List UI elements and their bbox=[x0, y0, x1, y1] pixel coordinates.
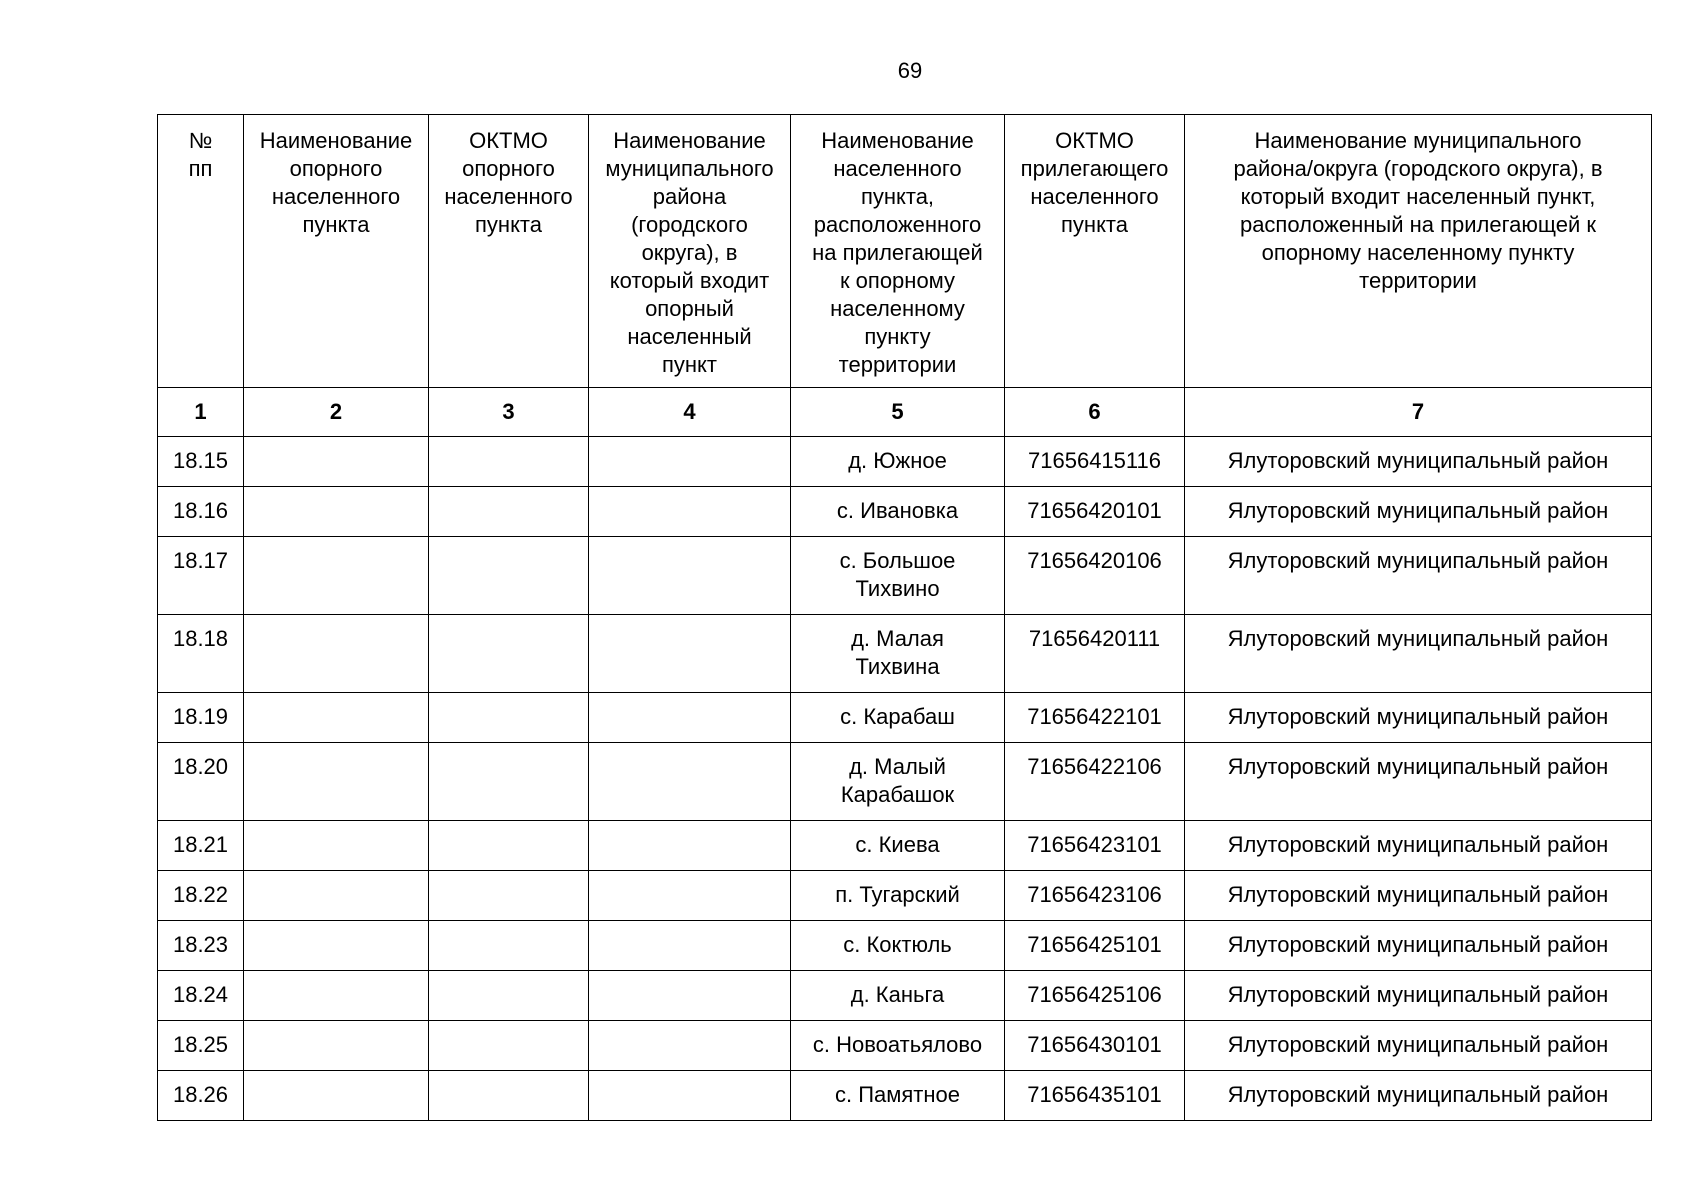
table-row bbox=[158, 1021, 1652, 1071]
adjacent-settlement-cell: д. Каньга bbox=[791, 971, 1005, 1021]
row-number-cell: 18.22 bbox=[158, 871, 244, 921]
base-settlement-name-cell bbox=[244, 1071, 429, 1121]
adjacent-municipality-cell: Ялуторовский муниципальный район bbox=[1185, 487, 1652, 537]
adjacent-municipality-cell: Ялуторовский муниципальный район bbox=[1185, 615, 1652, 693]
table-header-row bbox=[158, 115, 1652, 388]
base-municipality-cell bbox=[589, 971, 791, 1021]
adjacent-oktmo-cell: 71656420101 bbox=[1005, 487, 1185, 537]
adjacent-settlement-cell: с. Новоатьялово bbox=[791, 1021, 1005, 1071]
base-municipality-cell bbox=[589, 743, 791, 821]
base-municipality-cell bbox=[589, 437, 791, 487]
base-settlement-oktmo-cell bbox=[429, 1021, 589, 1071]
base-settlement-oktmo-cell bbox=[429, 743, 589, 821]
base-settlement-name-cell bbox=[244, 821, 429, 871]
row-number-cell: 18.16 bbox=[158, 487, 244, 537]
adjacent-settlement-cell: д. Малый Карабашок bbox=[791, 743, 1005, 821]
adjacent-municipality-cell: Ялуторовский муниципальный район bbox=[1185, 693, 1652, 743]
base-settlement-oktmo-cell bbox=[429, 615, 589, 693]
table-row bbox=[158, 921, 1652, 971]
column-number: 3 bbox=[429, 388, 589, 437]
base-settlement-oktmo-cell bbox=[429, 437, 589, 487]
adjacent-oktmo-cell: 71656422106 bbox=[1005, 743, 1185, 821]
base-settlement-oktmo-cell bbox=[429, 921, 589, 971]
base-settlement-oktmo-cell bbox=[429, 871, 589, 921]
base-settlement-name-cell bbox=[244, 537, 429, 615]
row-number-cell: 18.23 bbox=[158, 921, 244, 971]
base-settlement-oktmo-cell bbox=[429, 693, 589, 743]
base-settlement-name-cell bbox=[244, 971, 429, 1021]
header-cell-number: № пп bbox=[158, 115, 244, 388]
header-cell-adjacent-municipality: Наименование муниципального района/округа (городского округа), в который входит населенный пункт, расположенный на прилегающей к опорному населенному пункту территории bbox=[1185, 115, 1652, 388]
row-number-cell: 18.25 bbox=[158, 1021, 244, 1071]
base-municipality-cell bbox=[589, 821, 791, 871]
table-row bbox=[158, 871, 1652, 921]
table-row bbox=[158, 821, 1652, 871]
page-number: 69 bbox=[897, 58, 923, 83]
row-number-cell: 18.15 bbox=[158, 437, 244, 487]
table-body bbox=[158, 437, 1652, 1121]
adjacent-settlement-cell: д. Малая Тихвина bbox=[791, 615, 1005, 693]
table-row bbox=[158, 693, 1652, 743]
table-row bbox=[158, 743, 1652, 821]
table-row bbox=[158, 487, 1652, 537]
base-settlement-name-cell bbox=[244, 1021, 429, 1071]
adjacent-oktmo-cell: 71656423106 bbox=[1005, 871, 1185, 921]
table-row bbox=[158, 537, 1652, 615]
header-cell-adjacent-settlement-oktmo: ОКТМО прилегающего населенного пункта bbox=[1005, 115, 1185, 388]
adjacent-municipality-cell: Ялуторовский муниципальный район bbox=[1185, 537, 1652, 615]
adjacent-municipality-cell: Ялуторовский муниципальный район bbox=[1185, 1071, 1652, 1121]
adjacent-oktmo-cell: 71656422101 bbox=[1005, 693, 1185, 743]
adjacent-oktmo-cell: 71656420106 bbox=[1005, 537, 1185, 615]
adjacent-settlement-cell: с. Ивановка bbox=[791, 487, 1005, 537]
base-municipality-cell bbox=[589, 693, 791, 743]
column-numbers-row bbox=[158, 388, 1652, 437]
adjacent-municipality-cell: Ялуторовский муниципальный район bbox=[1185, 1021, 1652, 1071]
base-municipality-cell bbox=[589, 1071, 791, 1121]
column-number: 4 bbox=[589, 388, 791, 437]
adjacent-settlement-cell: п. Тугарский bbox=[791, 871, 1005, 921]
adjacent-municipality-cell: Ялуторовский муниципальный район bbox=[1185, 821, 1652, 871]
base-municipality-cell bbox=[589, 1021, 791, 1071]
column-number: 5 bbox=[791, 388, 1005, 437]
adjacent-oktmo-cell: 71656420111 bbox=[1005, 615, 1185, 693]
table-row bbox=[158, 437, 1652, 487]
column-number: 2 bbox=[244, 388, 429, 437]
base-settlement-oktmo-cell bbox=[429, 1071, 589, 1121]
row-number-cell: 18.17 bbox=[158, 537, 244, 615]
table-row bbox=[158, 615, 1652, 693]
row-number-cell: 18.21 bbox=[158, 821, 244, 871]
adjacent-municipality-cell: Ялуторовский муниципальный район bbox=[1185, 871, 1652, 921]
adjacent-oktmo-cell: 71656425101 bbox=[1005, 921, 1185, 971]
base-settlement-name-cell bbox=[244, 693, 429, 743]
base-settlement-oktmo-cell bbox=[429, 487, 589, 537]
base-settlement-name-cell bbox=[244, 921, 429, 971]
adjacent-municipality-cell: Ялуторовский муниципальный район bbox=[1185, 437, 1652, 487]
adjacent-municipality-cell: Ялуторовский муниципальный район bbox=[1185, 921, 1652, 971]
adjacent-oktmo-cell: 71656435101 bbox=[1005, 1071, 1185, 1121]
base-settlement-name-cell bbox=[244, 743, 429, 821]
row-number-cell: 18.24 bbox=[158, 971, 244, 1021]
adjacent-oktmo-cell: 71656425106 bbox=[1005, 971, 1185, 1021]
base-settlement-name-cell bbox=[244, 871, 429, 921]
column-number: 6 bbox=[1005, 388, 1185, 437]
base-settlement-name-cell bbox=[244, 437, 429, 487]
settlements-table bbox=[157, 114, 1652, 1121]
row-number-cell: 18.26 bbox=[158, 1071, 244, 1121]
adjacent-settlement-cell: с. Карабаш bbox=[791, 693, 1005, 743]
adjacent-municipality-cell: Ялуторовский муниципальный район bbox=[1185, 971, 1652, 1021]
adjacent-settlement-cell: с. Киева bbox=[791, 821, 1005, 871]
base-municipality-cell bbox=[589, 487, 791, 537]
column-number: 1 bbox=[158, 388, 244, 437]
adjacent-settlement-cell: с. Большое Тихвино bbox=[791, 537, 1005, 615]
adjacent-settlement-cell: с. Коктюль bbox=[791, 921, 1005, 971]
row-number-cell: 18.19 bbox=[158, 693, 244, 743]
base-settlement-oktmo-cell bbox=[429, 821, 589, 871]
adjacent-oktmo-cell: 71656430101 bbox=[1005, 1021, 1185, 1071]
header-cell-base-settlement-oktmo: ОКТМО опорного населенного пункта bbox=[429, 115, 589, 388]
base-settlement-name-cell bbox=[244, 615, 429, 693]
adjacent-oktmo-cell: 71656415116 bbox=[1005, 437, 1185, 487]
base-settlement-oktmo-cell bbox=[429, 971, 589, 1021]
adjacent-oktmo-cell: 71656423101 bbox=[1005, 821, 1185, 871]
base-municipality-cell bbox=[589, 537, 791, 615]
adjacent-settlement-cell: д. Южное bbox=[791, 437, 1005, 487]
header-cell-base-settlement-name: Наименование опорного населенного пункта bbox=[244, 115, 429, 388]
base-municipality-cell bbox=[589, 615, 791, 693]
table-row bbox=[158, 1071, 1652, 1121]
header-cell-base-municipality: Наименование муниципального района (городского округа), в который входит опорный населенный пункт bbox=[589, 115, 791, 388]
base-settlement-name-cell bbox=[244, 487, 429, 537]
table-row bbox=[158, 971, 1652, 1021]
base-municipality-cell bbox=[589, 921, 791, 971]
base-settlement-oktmo-cell bbox=[429, 537, 589, 615]
row-number-cell: 18.20 bbox=[158, 743, 244, 821]
adjacent-municipality-cell: Ялуторовский муниципальный район bbox=[1185, 743, 1652, 821]
header-cell-adjacent-settlement-name: Наименование населенного пункта, расположенного на прилегающей к опорному населенному пункту территории bbox=[791, 115, 1005, 388]
column-number: 7 bbox=[1185, 388, 1652, 437]
row-number-cell: 18.18 bbox=[158, 615, 244, 693]
adjacent-settlement-cell: с. Памятное bbox=[791, 1071, 1005, 1121]
base-municipality-cell bbox=[589, 871, 791, 921]
